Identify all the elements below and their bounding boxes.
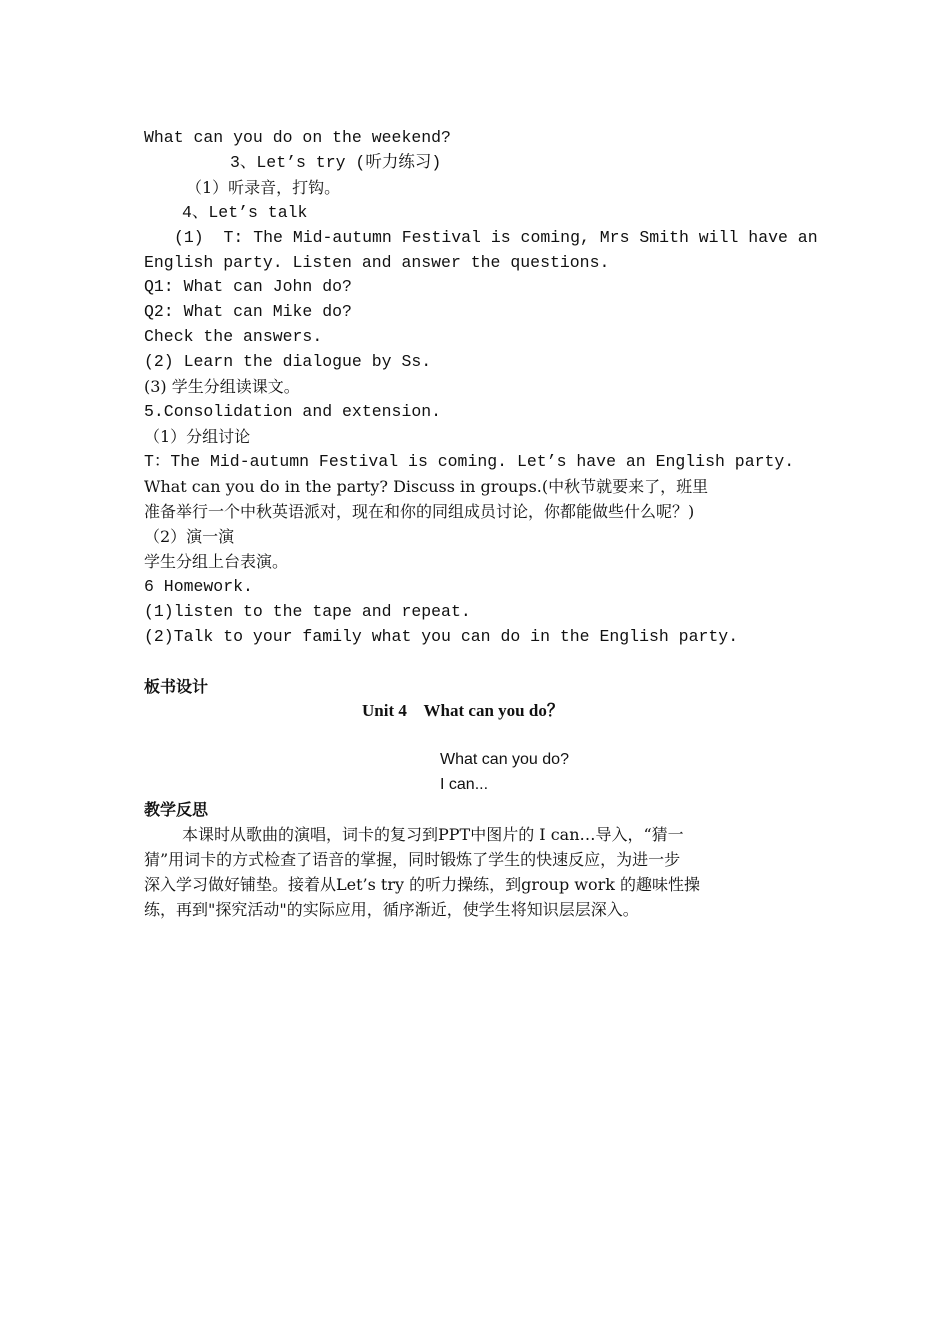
text-line: （1）听录音，打钩。 [186,178,341,197]
text-line: 准备举行一个中秋英语派对，现在和你的同组成员讨论，你都能做些什么呢？) [144,502,695,521]
section-heading-consolidation: 5.Consolidation and extension. [144,402,442,421]
reflection-heading: 教学反思 [144,800,209,819]
reflection-paragraph-line: 练，再到"探究活动"的实际应用，循序渐近，使学生将知识层层深入。 [144,900,639,919]
section-heading-homework: 6 Homework. [144,577,253,596]
text-line: （1）分组讨论 [144,427,251,446]
reflection-paragraph-line: 深入学习做好铺垫。接着从Let’s try 的听力操练，到group work 的趣味性操 [144,875,701,894]
text-line: What can you do in the party? Discuss in groups.(中秋节就要来了，班里 [144,477,709,496]
reflection-paragraph-line: 猜”用词卡的方式检查了语音的掌握，同时锻炼了学生的快速反应，为进一步 [144,850,681,869]
text-line: （2）演一演 [144,527,235,546]
text-line: Check the answers. [144,327,323,346]
homework-item-1: (1)listen to the tape and repeat. [144,602,471,621]
homework-item-2: (2)Talk to your family what you can do in the English party. [144,627,739,646]
section-heading-lets-try: 3、Let’s try (听力练习) [230,153,442,172]
question-q2: Q2: What can Mike do? [144,302,352,321]
text-line: 学生分组上台表演。 [144,552,289,571]
reflection-paragraph-line: 本课时从歌曲的演唱，词卡的复习到PPT中图片的 I can…导入，“猜一 [182,825,684,844]
text-line: (3) 学生分组读课文。 [144,377,300,396]
text-line: T：The Mid-autumn Festival is coming. Let’s have an English party. [144,452,795,471]
board-line-1: What can you do? [440,751,569,768]
board-line-2: I can... [440,776,489,793]
section-heading-lets-talk: 4、Let’s talk [182,203,308,222]
text-line: (1) T: The Mid-autumn Festival is coming, Mrs Smith will have an [174,228,818,247]
board-design-heading: 板书设计 [144,677,209,696]
text-line: (2) Learn the dialogue by Ss. [144,352,432,371]
text-line: What can you do on the weekend? [144,128,451,147]
board-title: Unit 4 What can you do？ [362,701,564,720]
text-line: English party. Listen and answer the questions. [144,253,610,272]
question-q1: Q1: What can John do? [144,277,352,296]
